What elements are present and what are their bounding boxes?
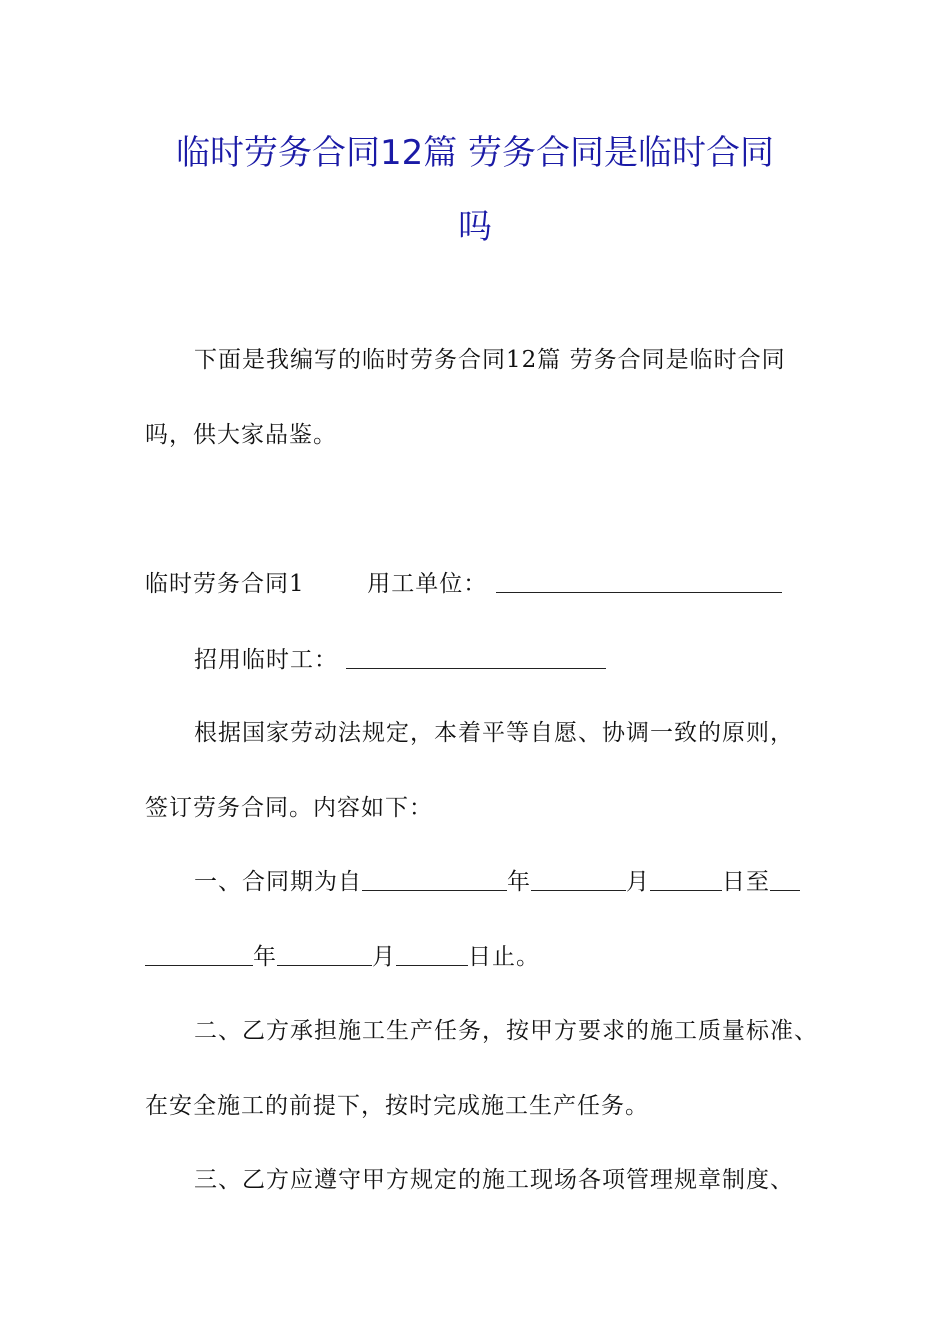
term-row-1 (194, 867, 800, 897)
contract-heading: 临时劳务合同1 (145, 571, 305, 597)
start-day-blank (650, 868, 722, 891)
term-prefix: 一、合同期为自 (194, 869, 362, 895)
term-month-label: 月 (626, 869, 650, 895)
temp-worker-row (194, 645, 606, 675)
temp-worker-label: 招用临时工： (194, 647, 338, 673)
term-day-to-label: 日至 (722, 869, 770, 895)
employer-label: 用工单位： (367, 571, 488, 597)
start-month-blank (531, 868, 626, 891)
basis-line-2: 签订劳务合同。内容如下： (145, 795, 433, 821)
start-year-blank (362, 868, 507, 891)
document-title-line-1: 临时劳务合同12篇 劳务合同是临时合同 (175, 133, 775, 173)
document-title-line-2: 吗 (458, 207, 492, 247)
basis-line-1: 根据国家劳动法规定，本着平等自愿、协调一致的原则， (194, 720, 794, 746)
clause-2-line-1: 二、乙方承担施工生产任务，按甲方要求的施工质量标准、 (194, 1018, 818, 1044)
clause-3-line-1: 三、乙方应遵守甲方规定的施工现场各项管理规章制度、 (194, 1167, 794, 1193)
end-year-blank-start (770, 868, 800, 891)
term-month2-label: 月 (372, 944, 396, 970)
end-month-blank (277, 943, 372, 966)
term-day-end-label: 日止。 (468, 944, 540, 970)
term-year2-label: 年 (253, 944, 277, 970)
employer-blank (496, 570, 782, 593)
end-day-blank (396, 943, 468, 966)
term-row-2 (145, 942, 540, 972)
end-year-blank (145, 943, 253, 966)
contract-heading-row (145, 569, 782, 599)
temp-worker-blank (346, 646, 606, 669)
intro-line-2: 吗，供大家品鉴。 (145, 422, 337, 448)
term-year-label: 年 (507, 869, 531, 895)
clause-2-line-2: 在安全施工的前提下，按时完成施工生产任务。 (145, 1093, 649, 1119)
intro-line-1: 下面是我编写的临时劳务合同12篇 劳务合同是临时合同 (194, 347, 786, 373)
